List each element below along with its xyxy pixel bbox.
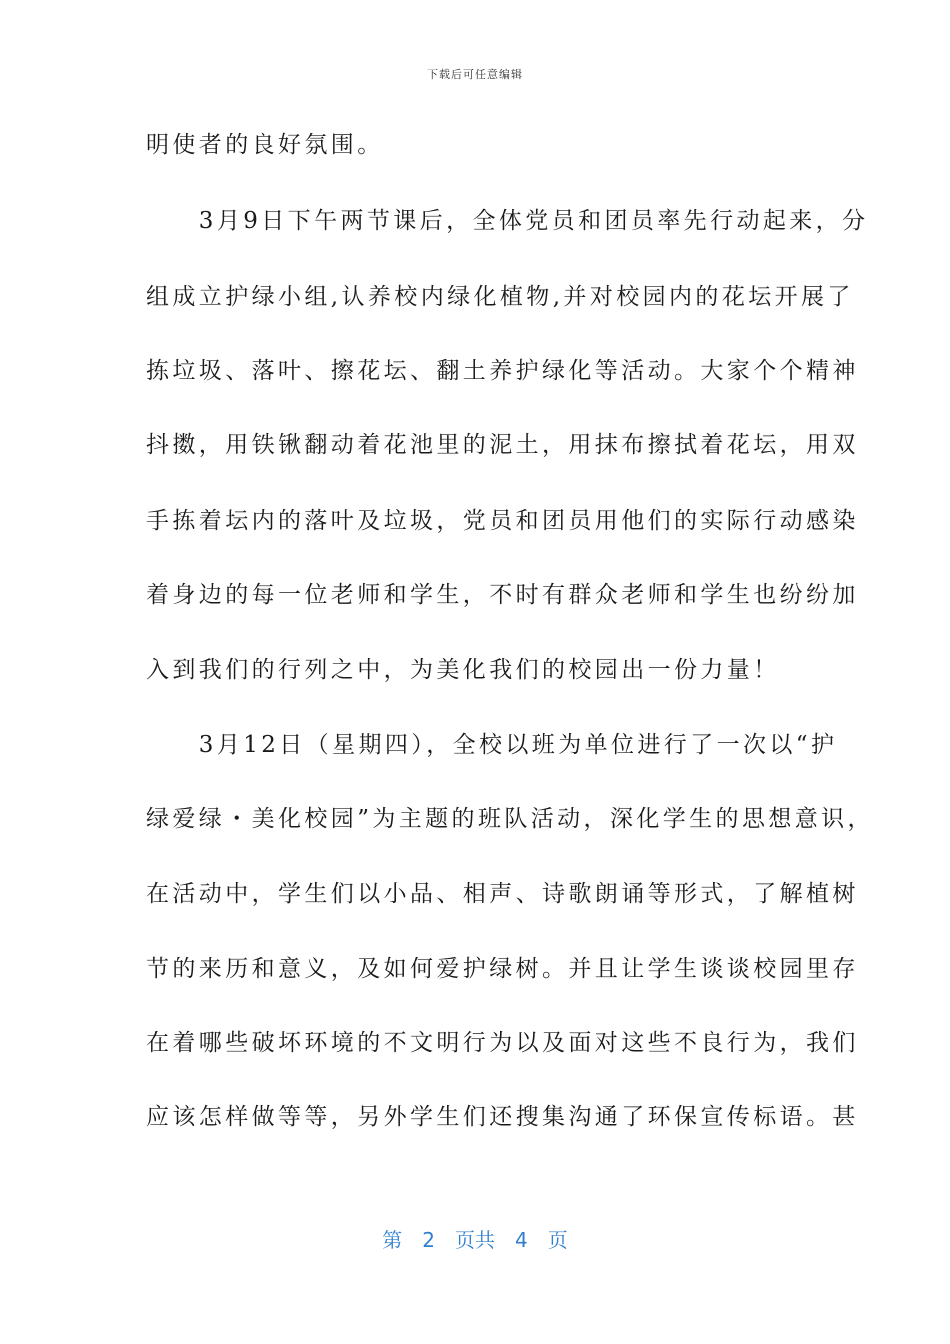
text-line: 应该怎样做等等，另外学生们还搜集沟通了环保宣传标语。甚 [146,1104,859,1130]
text-line: 组成立护绿小组,认养校内绿化植物,并对校园内的花坛开展了 [146,284,854,310]
page-prefix: 第 [382,1228,403,1252]
text-line: 拣垃圾、落叶、擦花坛、翻土养护绿化等活动。大家个个精神 [146,358,859,384]
current-page-number: 2 [422,1228,435,1252]
page-mid: 页共 [455,1228,495,1252]
text-line: 节的来历和意义，及如何爱护绿树。并且让学生谈谈校园里存 [146,956,859,982]
text-line: 明使者的良好氛围。 [146,132,384,158]
text-line: 手拣着坛内的落叶及垃圾，党员和团员用他们的实际行动感染 [146,508,859,534]
page-number-footer [0,1224,950,1253]
header-note: 下载后可任意编辑 [427,68,523,81]
text-line: 3月9日下午两节课后，全体党员和团员率先行动起来，分 [146,208,869,234]
text-line: 在活动中，学生们以小品、相声、诗歌朗诵等形式，了解植树 [146,881,859,907]
text-line: 绿爱绿・美化校园”为主题的班队活动，深化学生的思想意识， [146,806,874,832]
text-line: 3月12日（星期四），全校以班为单位进行了一次以“护 [146,732,838,758]
text-line: 入到我们的行列之中，为美化我们的校园出一份力量！ [146,657,780,683]
text-line: 着身边的每一位老师和学生，不时有群众老师和学生也纷纷加 [146,582,859,608]
text-line: 抖擞，用铁锹翻动着花池里的泥土，用抹布擦拭着花坛，用双 [146,432,859,458]
page-suffix: 页 [547,1228,568,1252]
text-line: 在着哪些破坏环境的不文明行为以及面对这些不良行为，我们 [146,1030,859,1056]
total-pages-number: 4 [515,1228,528,1252]
